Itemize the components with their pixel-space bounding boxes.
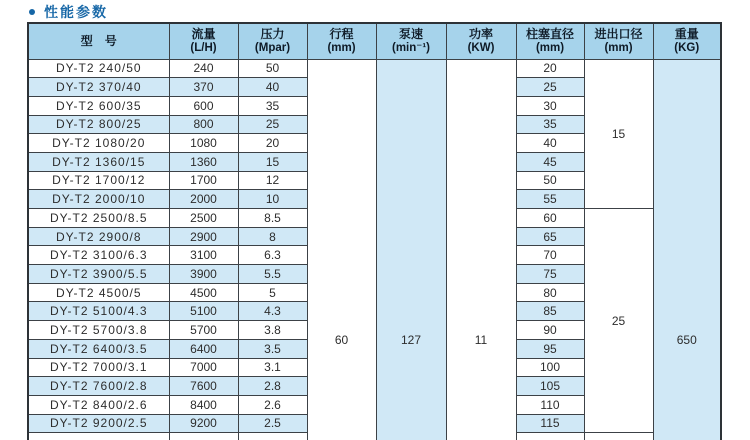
cell-model: DY-T2 1360/15 xyxy=(28,152,169,171)
cell-flow: 1360 xyxy=(169,152,238,171)
col-header-inlet-outlet: 进出口径 (mm) xyxy=(584,23,653,59)
cell-flow: 3100 xyxy=(169,246,238,265)
bullet-icon xyxy=(29,9,35,15)
cell-flow: 600 xyxy=(169,96,238,115)
cell-pressure: 40 xyxy=(238,78,307,97)
cell-pressure: 12 xyxy=(238,171,307,190)
cell-weight-merged: 650 xyxy=(653,59,721,440)
cell-flow: 6400 xyxy=(169,339,238,358)
cell-pressure: 2.6 xyxy=(238,395,307,414)
cell-pressure: 10 xyxy=(238,190,307,209)
cell-inlet-outlet xyxy=(584,433,653,440)
cell-model: DY-T2 600/35 xyxy=(28,96,169,115)
cell-model: DY-T2 8400/2.6 xyxy=(28,395,169,414)
header-row xyxy=(28,23,721,59)
cell-pressure: 25 xyxy=(238,115,307,134)
cell-flow: 7600 xyxy=(169,377,238,396)
cell-model: DY-T2 5700/3.8 xyxy=(28,321,169,340)
cell-plunger: 40 xyxy=(516,134,584,153)
cell-plunger: 55 xyxy=(516,190,584,209)
cell-flow: 2500 xyxy=(169,209,238,228)
cell-plunger: 20 xyxy=(516,59,584,78)
col-header-weight: 重量 (KG) xyxy=(653,23,721,59)
cell-flow: 1080 xyxy=(169,134,238,153)
col-header-power: 功率 (KW) xyxy=(446,23,516,59)
cell-plunger: 25 xyxy=(516,78,584,97)
cell-model: DY-T2 2500/8.5 xyxy=(28,209,169,228)
cell-model: DY-T2 7600/2.8 xyxy=(28,377,169,396)
col-header-plunger-diameter: 柱塞直径 (mm) xyxy=(516,23,584,59)
col-header-flow: 流量 (L/H) xyxy=(169,23,238,59)
cell-plunger: 100 xyxy=(516,358,584,377)
cell-inlet-outlet-merged: 15 xyxy=(584,59,653,209)
cell-flow: 1700 xyxy=(169,171,238,190)
cell-flow: 9200 xyxy=(169,414,238,433)
cell-pressure: 35 xyxy=(238,96,307,115)
col-header-stroke: 行程 (mm) xyxy=(307,23,376,59)
col-header-model: 型 号 xyxy=(28,23,169,59)
spec-table xyxy=(27,22,722,440)
cell-pressure: 15 xyxy=(238,152,307,171)
cell-model: DY-T2 1080/20 xyxy=(28,134,169,153)
cell-pressure xyxy=(238,433,307,440)
cell-pressure: 6.3 xyxy=(238,246,307,265)
cell-plunger: 115 xyxy=(516,414,584,433)
cell-model: DY-T2 7000/3.1 xyxy=(28,358,169,377)
cell-plunger: 45 xyxy=(516,152,584,171)
cell-pump-speed-merged: 127 xyxy=(376,59,446,440)
cell-flow: 7000 xyxy=(169,358,238,377)
cell-plunger: 95 xyxy=(516,339,584,358)
cell-model: DY-T2 3100/6.3 xyxy=(28,246,169,265)
cell-pressure: 3.1 xyxy=(238,358,307,377)
cell-plunger: 60 xyxy=(516,209,584,228)
cell-model: DY-T2 370/40 xyxy=(28,78,169,97)
cell-inlet-outlet-merged: 25 xyxy=(584,209,653,433)
cell-plunger xyxy=(516,433,584,440)
cell-pressure: 2.8 xyxy=(238,377,307,396)
section-title xyxy=(29,3,108,21)
cell-power-merged: 11 xyxy=(446,59,516,440)
cell-model: DY-T2 5100/4.3 xyxy=(28,302,169,321)
cell-model: DY-T2 800/25 xyxy=(28,115,169,134)
cell-model: DY-T2 2000/10 xyxy=(28,190,169,209)
section-title-text: 性能参数 xyxy=(44,4,108,20)
cell-flow xyxy=(169,433,238,440)
cell-model: DY-T2 240/50 xyxy=(28,59,169,78)
cell-model: DY-T2 4500/5 xyxy=(28,283,169,302)
cell-pressure: 8 xyxy=(238,227,307,246)
cell-plunger: 85 xyxy=(516,302,584,321)
cell-flow: 4500 xyxy=(169,283,238,302)
cell-plunger: 110 xyxy=(516,395,584,414)
cell-pressure: 5 xyxy=(238,283,307,302)
cell-plunger: 70 xyxy=(516,246,584,265)
cell-plunger: 80 xyxy=(516,283,584,302)
cell-plunger: 90 xyxy=(516,321,584,340)
cell-model xyxy=(28,433,169,440)
cell-flow: 370 xyxy=(169,78,238,97)
cell-stroke-merged: 60 xyxy=(307,59,376,440)
cell-model: DY-T2 2900/8 xyxy=(28,227,169,246)
cell-plunger: 50 xyxy=(516,171,584,190)
cell-plunger: 75 xyxy=(516,265,584,284)
cell-flow: 3900 xyxy=(169,265,238,284)
cell-pressure: 3.8 xyxy=(238,321,307,340)
col-header-pump-speed: 泵速 (min⁻¹) xyxy=(376,23,446,59)
cell-flow: 240 xyxy=(169,59,238,78)
cell-plunger: 105 xyxy=(516,377,584,396)
col-header-pressure: 压力 (Mpar) xyxy=(238,23,307,59)
cell-plunger: 30 xyxy=(516,96,584,115)
cell-plunger: 35 xyxy=(516,115,584,134)
table-row xyxy=(28,59,721,78)
cell-flow: 8400 xyxy=(169,395,238,414)
cell-model: DY-T2 1700/12 xyxy=(28,171,169,190)
spec-table-container xyxy=(27,22,724,440)
cell-plunger: 65 xyxy=(516,227,584,246)
cell-pressure: 4.3 xyxy=(238,302,307,321)
cell-model: DY-T2 3900/5.5 xyxy=(28,265,169,284)
cell-pressure: 8.5 xyxy=(238,209,307,228)
cell-pressure: 50 xyxy=(238,59,307,78)
cell-pressure: 2.5 xyxy=(238,414,307,433)
cell-flow: 5100 xyxy=(169,302,238,321)
cell-flow: 2000 xyxy=(169,190,238,209)
cell-pressure: 3.5 xyxy=(238,339,307,358)
cell-pressure: 20 xyxy=(238,134,307,153)
cell-flow: 800 xyxy=(169,115,238,134)
cell-flow: 5700 xyxy=(169,321,238,340)
cell-pressure: 5.5 xyxy=(238,265,307,284)
cell-flow: 2900 xyxy=(169,227,238,246)
cell-model: DY-T2 9200/2.5 xyxy=(28,414,169,433)
cell-model: DY-T2 6400/3.5 xyxy=(28,339,169,358)
